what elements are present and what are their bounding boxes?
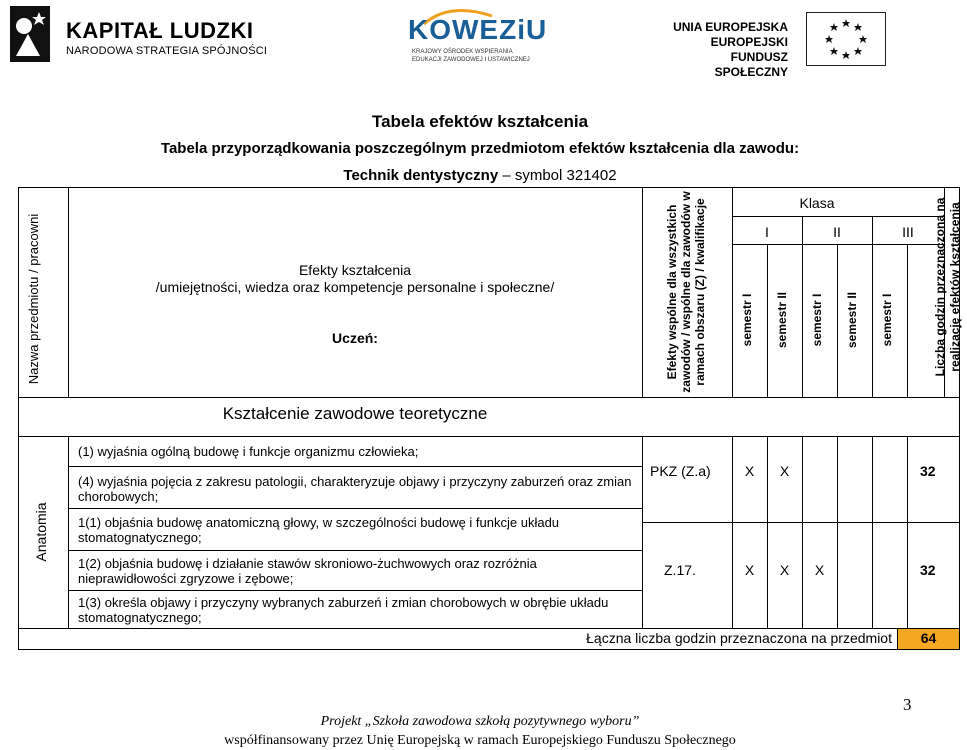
koweziu-subtitle bbox=[412, 48, 552, 64]
pupil-label: Uczeń: bbox=[332, 330, 378, 346]
kapital-ludzki-title: KAPITAŁ LUDZKI bbox=[66, 18, 254, 43]
subject-name: Anatomia bbox=[33, 502, 49, 562]
koweziu-title: KOWEZiU bbox=[408, 14, 548, 45]
ue-line2: EUROPEJSKI bbox=[710, 35, 788, 49]
klasa-header: Klasa bbox=[799, 195, 835, 211]
class-3-header: III bbox=[902, 224, 914, 240]
common-effects-header: Efekty wspólne dla wszystkich zawodów / wspólne dla zawodów w ramach obszaru (Z) / kwalifikacje bbox=[665, 191, 707, 393]
semester-3-header: semestr I bbox=[810, 293, 824, 347]
kapital-ludzki-subtitle: NARODOWA STRATEGIA SPÓJNOŚCI bbox=[66, 45, 268, 57]
page-number: 3 bbox=[903, 695, 912, 714]
effects-header-title: Efekty kształcenia bbox=[298, 262, 412, 278]
ue-line3: FUNDUSZ SPOŁECZNY bbox=[714, 50, 788, 79]
koweziu-subtitle-line1: KRAJOWY OŚRODEK WSPIERANIA bbox=[412, 49, 513, 55]
koweziu-subtitle-line2: EDUKACJI ZAWODOWEJ I USTAWICZNEJ bbox=[412, 57, 530, 63]
row-2-mark-1: X bbox=[744, 562, 755, 578]
row-1-hours: 32 bbox=[920, 463, 936, 479]
ue-logo-text bbox=[668, 20, 788, 80]
effect-item: 1(3) określa objawy i przyczyny wybranych zaburzeń i zmian chorobowych w obrębie układu stomatognatycznego; bbox=[78, 595, 609, 625]
eu-flag-icon bbox=[806, 12, 886, 66]
semester-1-header: semestr I bbox=[740, 293, 754, 347]
effect-item: 1(2) objaśnia budowę i działanie stawów skroniowo-żuchwowych oraz rozróżnia nieprawidłowości zgryzowe i zębowe; bbox=[78, 556, 537, 586]
profession-title bbox=[0, 167, 960, 184]
total-label: Łączna liczba godzin przeznaczona na przedmiot bbox=[586, 630, 892, 646]
effect-item: (4) wyjaśnia pojęcia z zakresu patologii, charakteryzuje objawy i przyczyny zaburzeń oraz zmian chorobowych; bbox=[78, 474, 632, 504]
effect-item: 1(1) objaśnia budowę anatomiczną głowy, w szczególności budowę i funkcje układu stomatognatycznego; bbox=[78, 515, 560, 545]
semester-2-header: semestr II bbox=[775, 291, 789, 349]
class-1-header: I bbox=[765, 224, 769, 240]
ue-line1: UNIA EUROPEJSKA bbox=[673, 20, 788, 34]
semester-5-header: semestr I bbox=[880, 293, 894, 347]
effect-item: (1) wyjaśnia ogólną budowę i funkcje organizmu człowieka; bbox=[78, 444, 419, 459]
subject-column-header: Nazwa przedmiotu / pracowni bbox=[26, 213, 41, 385]
hours-column-header: Liczba godzin przeznaczona na realizację efektów kształcenia bbox=[933, 197, 962, 377]
total-value: 64 bbox=[920, 630, 937, 646]
footer-cofinancing: współfinansowany przez Unię Europejską w ramach Europejskiego Funduszu Społecznego bbox=[224, 733, 736, 748]
effects-header bbox=[68, 262, 642, 296]
sub-title: Tabela przyporządkowania poszczególnym przedmiotom efektów kształcenia dla zawodu: bbox=[160, 140, 800, 157]
row-2-mark-3: X bbox=[814, 562, 825, 578]
row-1-mark-1: X bbox=[744, 463, 755, 479]
class-2-header: II bbox=[833, 224, 841, 240]
profession-symbol: – symbol 321402 bbox=[498, 167, 617, 184]
row-1-code: PKZ (Z.a) bbox=[650, 463, 711, 479]
profession-name: Technik dentystyczny bbox=[343, 167, 499, 184]
footer-project: Projekt „Szkoła zawodowa szkołą pozytywnego wyboru” bbox=[320, 714, 640, 729]
row-2-mark-2: X bbox=[779, 562, 790, 578]
kapital-ludzki-logo-icon bbox=[6, 4, 54, 64]
main-title: Tabela efektów kształcenia bbox=[371, 112, 589, 131]
section-title: Kształcenie zawodowe teoretyczne bbox=[222, 404, 488, 423]
row-2-hours: 32 bbox=[920, 562, 936, 578]
row-1-mark-2: X bbox=[779, 463, 790, 479]
effects-header-desc: /umiejętności, wiedza oraz kompetencje personalne i społeczne/ bbox=[155, 279, 555, 295]
row-2-code: Z.17. bbox=[664, 562, 696, 578]
semester-4-header: semestr II bbox=[845, 291, 859, 349]
